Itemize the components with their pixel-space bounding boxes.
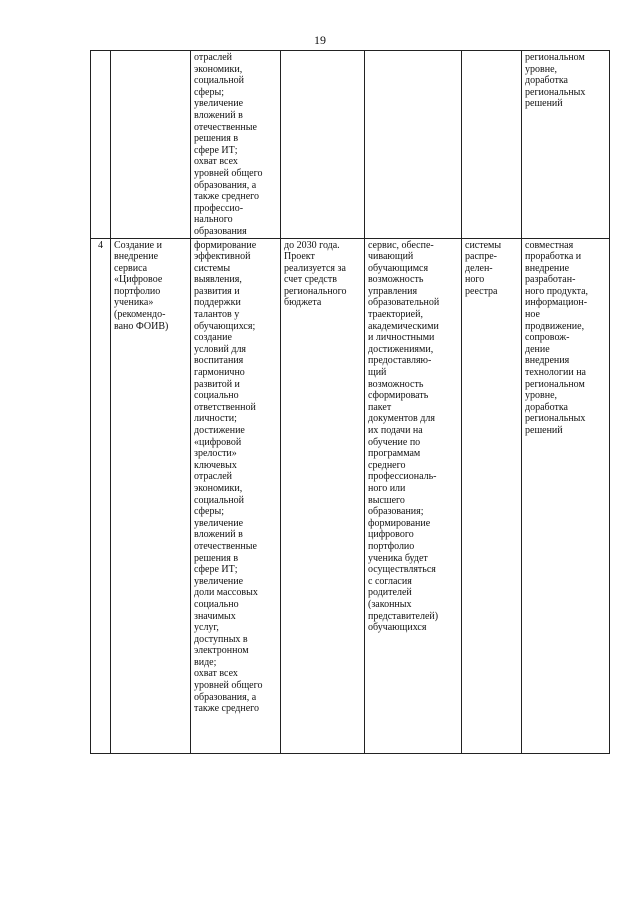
measures-table: [90, 50, 610, 754]
table-cell-number: [91, 51, 111, 239]
table-cell-timing: [281, 51, 365, 239]
table-cell-measures: совместная проработка и внедрение разработан- ного продукта, информацион- ное продвижение, сопровож- дение внедрения технологии на региональном уровне, доработка региональных решений: [522, 238, 610, 753]
page-number: 19: [314, 33, 326, 47]
table-cell-number: 4: [91, 238, 111, 753]
table-row: [91, 238, 610, 753]
table-cell-measures: региональном уровне, доработка региональных решений: [522, 51, 610, 239]
table-cell-result: [365, 51, 462, 239]
table-cell-integration: системы распре- делен- ного реестра: [462, 238, 522, 753]
table-cell-goals: отраслей экономики, социальной сферы; увеличение вложений в отечественные решения в сфере ИТ; охват всех уровней общего образования, а также среднего профессио- нального образования: [191, 51, 281, 239]
table-cell-integration: [462, 51, 522, 239]
table-cell-project-name: Создание и внедрение сервиса «Цифровое портфолио ученика» (рекомендо- вано ФОИВ): [111, 238, 191, 753]
table-cell-timing: до 2030 года. Проект реализуется за счет средств регионального бюджета: [281, 238, 365, 753]
table-row: [91, 51, 610, 239]
table-cell-goals: формирование эффективной системы выявления, развития и поддержки талантов у обучающихся; создание условий для воспитания гармонично развитой и социально ответственной личности; достижение «цифровой зрелости» ключевых отраслей экономики, социальной сферы; увеличение вложений в отечественные решения в сфере ИТ; увеличение доли массовых социально значимых услуг, доступных в электронном виде; охват всех уровней общего образования, а также среднего: [191, 238, 281, 753]
table-cell-project-name: [111, 51, 191, 239]
table-cell-result: сервис, обеспе- чивающий обучающимся возможность управления образовательной траекторией, академическими и личностными достижениями, предоставляю- щий возможность сформировать пакет документов для их подачи на обучение по программам среднего профессиональ- ного или высшего образования; формирование цифрового портфолио ученика будет осуществляться с согласия родителей (законных представителей) обучающихся: [365, 238, 462, 753]
